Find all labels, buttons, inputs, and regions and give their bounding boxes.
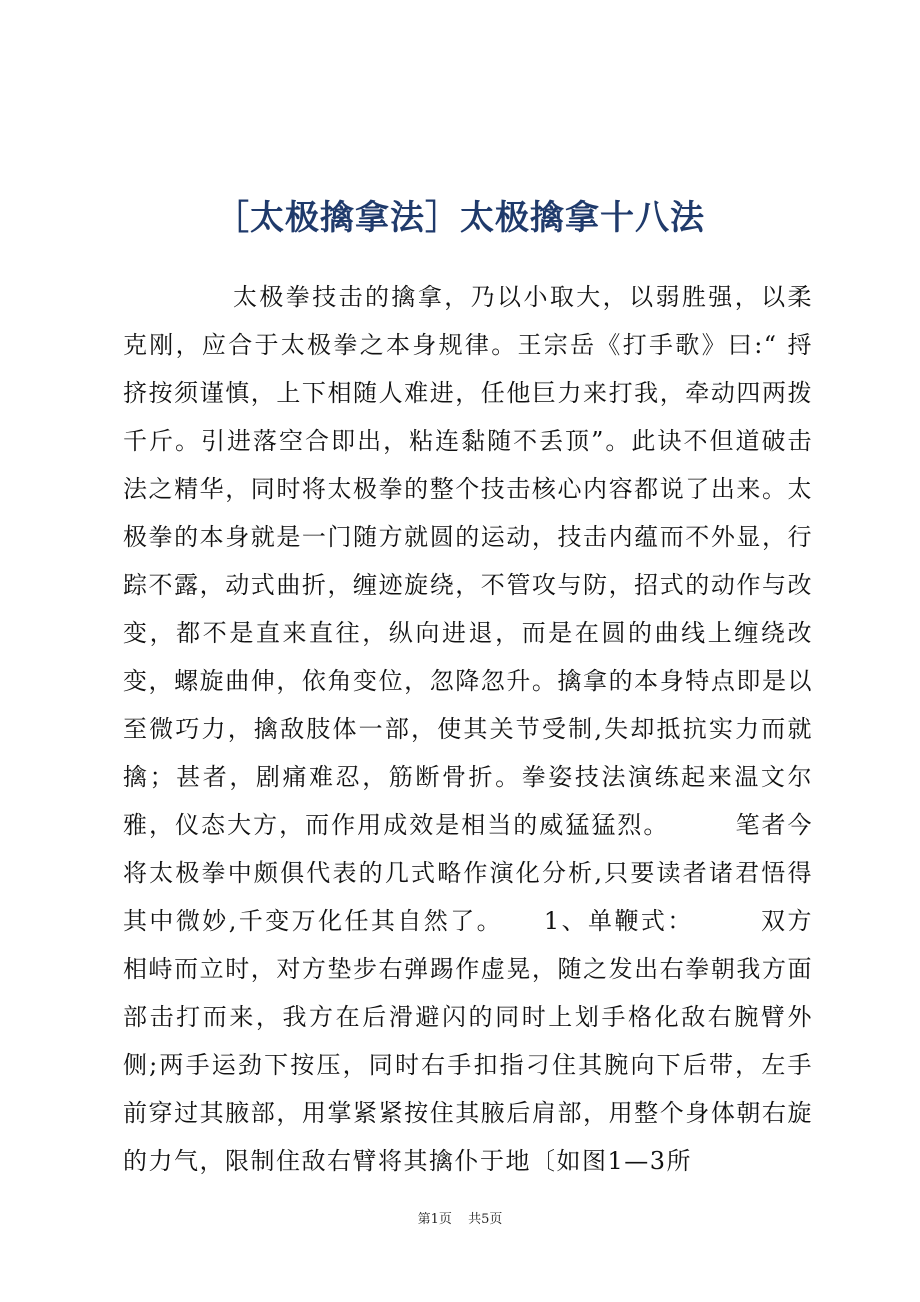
page-number: 第1页 [417, 1212, 452, 1227]
page-total: 共5页 [468, 1212, 503, 1227]
document-body-paragraph: 太极拳技击的擒拿，乃以小取大，以弱胜强，以柔克刚，应合于太极拳之本身规律。王宗岳《打手歌》曰:“ 捋挤按须谨慎，上下相随人难进，任他巨力来打我，牵动四两拨千斤。引进落空合即出，粘连黏随不丢顶”。此诀不但道破击法之精华，同时将太极拳的整个技击核心内容都说了出来。太极拳的本身就是一门随方就圆的运动，技击内蕴而不外显，行踪不露，动式曲折，缠迹旋绕，不管攻与防，招式的动作与改变，都不是直来直往，纵向进退，而是在圆的曲线上缠绕改变，螺旋曲伸，依角变位，忽降忽升。擒拿的本身特点即是以至微巧力，擒敌肢体一部，使其关节受制,失却抵抗实力而就擒；甚者，剧痛难忍，筋断骨折。拳姿技法演练起来温文尔雅，仪态大方，而作用成效是相当的威猛猛烈。 笔者今将太极拳中颇俱代表的几式略作演化分析,只要读者诸君悟得其中微妙,千变万化任其自然了。 1、单鞭式： 双方相峙而立时，对方垫步右弹踢作虚晃，随之发出右拳朝我方面部击打而来，我方在后滑避闪的同时上划手格化敌右腕臂外侧;两手运劲下按压，同时右手扣指刁住其腕向下后带，左手前穿过其腋部，用掌紧紧按住其腋后肩部，用整个身体朝右旋的力气，限制住敌右臂将其擒仆于地〔如图1—3所 [123, 283, 813, 1175]
page-footer [0, 1208, 920, 1227]
document-title: ［太极擒拿法］太极擒拿十八法 [215, 198, 705, 238]
